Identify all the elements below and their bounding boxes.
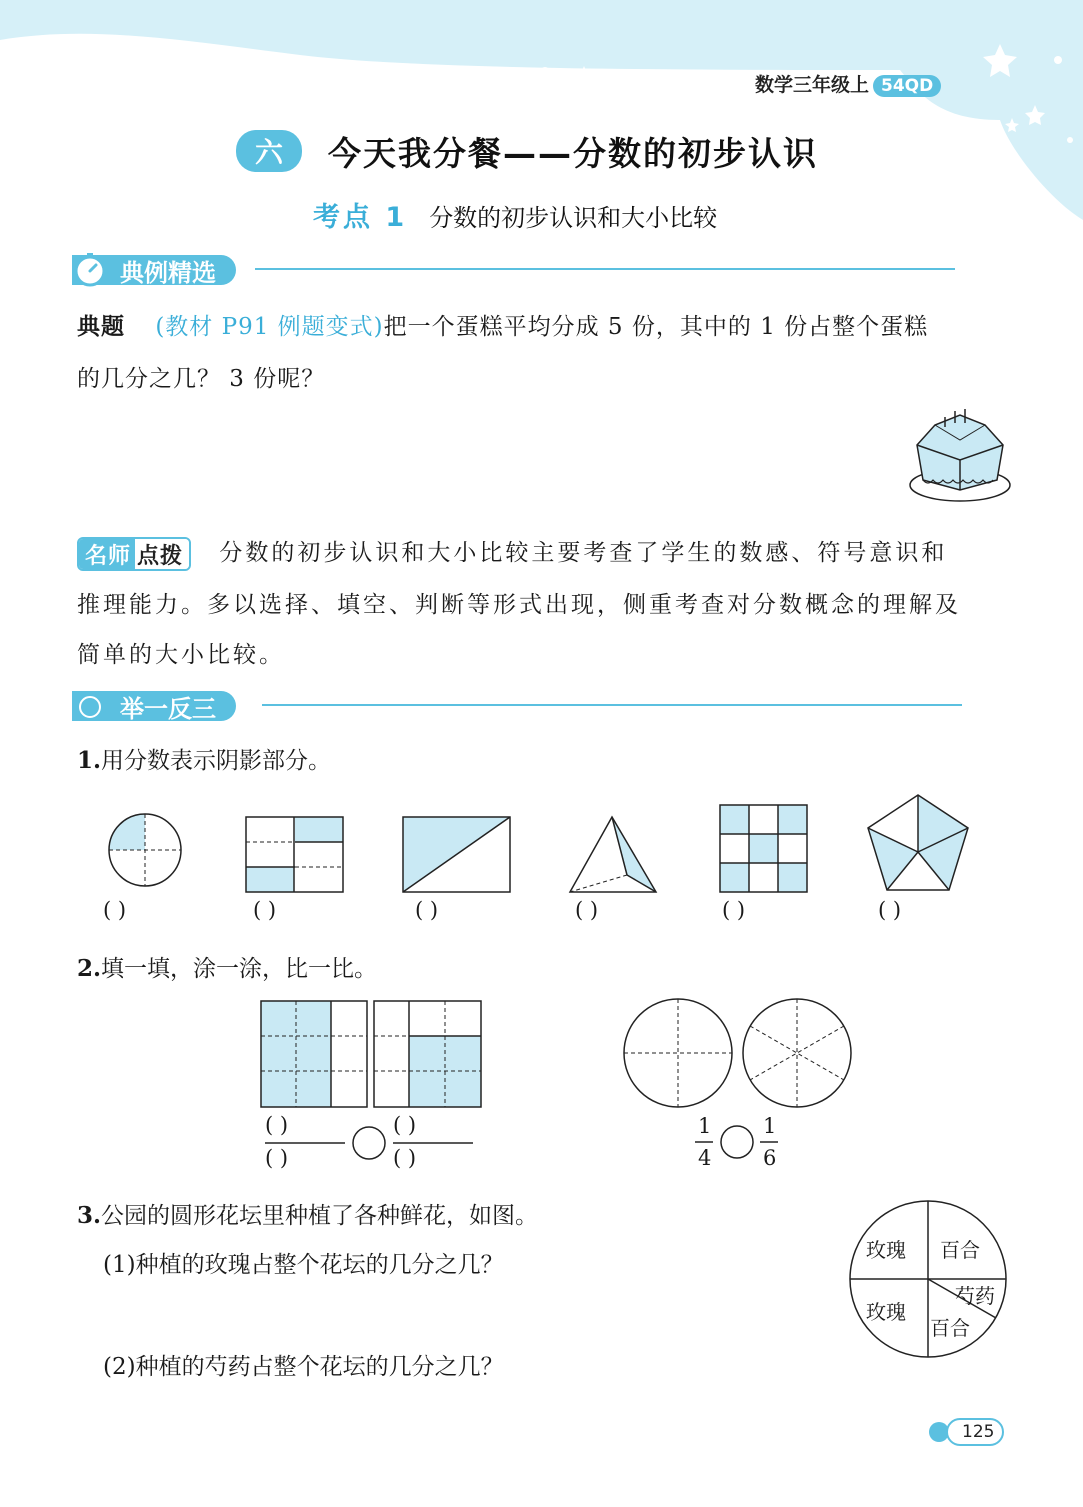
- question-3-sub-1: (1)种植的玫瑰占整个花坛的几分之几？: [103, 1252, 504, 1278]
- question-2-number: 2.: [77, 955, 102, 982]
- flower-label-lily-top: 百合: [940, 1238, 980, 1262]
- flower-label-rose-bottom: 玫瑰: [866, 1300, 906, 1324]
- question-2: [77, 950, 377, 983]
- page-number: 125: [962, 1422, 995, 1442]
- cake-illustration: [905, 405, 1015, 505]
- question-3: [77, 1197, 538, 1230]
- q2-compare-circle-right[interactable]: [721, 1126, 753, 1158]
- q1-answer-blank-1[interactable]: ( ): [103, 898, 127, 922]
- q2-grid-left: [261, 1001, 367, 1107]
- q1-shape-triangle: [570, 817, 656, 892]
- tip-text-line1: 分数的初步认识和大小比较主要考查了学生的数感、符号意识和: [219, 540, 948, 566]
- q1-shape-rect-grid: [246, 817, 343, 892]
- q2-left-denominator-blank[interactable]: ( ): [265, 1146, 289, 1170]
- tip-text-line3: 简单的大小比较。: [77, 642, 285, 668]
- tip-badge-part-a: 名师: [79, 539, 135, 569]
- q2-sixth-denominator: 6: [763, 1146, 777, 1170]
- question-1-text: 用分数表示阴影部分。: [101, 748, 332, 774]
- q2-left-numerator-blank[interactable]: ( ): [265, 1113, 289, 1137]
- planet-icon: [72, 689, 108, 725]
- example-text-line1: 把一个蛋糕平均分成 5 份，其中的 1 份占整个蛋糕: [383, 314, 929, 340]
- example-question-line1: [77, 308, 928, 341]
- example-section-title: 典例精选: [120, 258, 216, 287]
- q2-quarter-denominator: 4: [698, 1146, 712, 1170]
- q1-answer-blank-2[interactable]: ( ): [253, 898, 277, 922]
- flower-label-rose-top: 玫瑰: [866, 1238, 906, 1262]
- q2-right-denominator-blank[interactable]: ( ): [393, 1146, 417, 1170]
- q2-circle-sixths: [743, 999, 851, 1107]
- tip-line1: [77, 534, 947, 571]
- book-label: [755, 70, 941, 97]
- example-section-rule: [255, 268, 955, 270]
- q1-shape-checker: [720, 805, 807, 892]
- q2-quarter-numerator: 1: [698, 1114, 712, 1138]
- q1-shape-rect-diagonal: [403, 817, 510, 892]
- question-3-number: 3.: [77, 1202, 102, 1229]
- q1-shapes: [100, 790, 980, 900]
- chapter-title: 今天我分餐——分数的初步认识: [328, 133, 818, 173]
- q1-answer-blank-6[interactable]: ( ): [878, 898, 902, 922]
- flower-label-peony: 芍药: [955, 1284, 995, 1308]
- question-1: [77, 742, 331, 775]
- question-2-text: 填一填，涂一涂，比一比。: [101, 956, 378, 982]
- tip-badge-part-b: 点拨: [135, 539, 189, 569]
- question-3-sub-2: (2)种植的芍药占整个花坛的几分之几？: [103, 1354, 504, 1380]
- q1-shape-pentagon: [868, 795, 968, 890]
- chapter-heading: [236, 128, 818, 174]
- tip-text-line2: 推理能力。多以选择、填空、判断等形式出现，侧重考查对分数概念的理解及: [77, 592, 961, 618]
- example-source: (教材 P91 例题变式): [155, 314, 384, 340]
- example-label: 典题: [77, 314, 125, 340]
- q2-right-numerator-blank[interactable]: ( ): [393, 1113, 417, 1137]
- q2-sixth-numerator: 1: [763, 1114, 777, 1138]
- practice-section-rule: [262, 704, 962, 706]
- stopwatch-icon: [72, 253, 108, 289]
- q2-grid-right: [374, 1001, 481, 1107]
- q1-answer-blank-3[interactable]: ( ): [415, 898, 439, 922]
- topic-title: 分数的初步认识和大小比较: [429, 204, 718, 232]
- practice-section-header: [72, 690, 236, 722]
- example-section-header: [72, 254, 236, 286]
- question-3-text: 公园的圆形花坛里种植了各种鲜花，如图。: [101, 1203, 539, 1229]
- practice-section-title: 举一反三: [120, 694, 216, 723]
- q2-circle-quarters: [624, 999, 732, 1107]
- q1-shape-circle: [109, 814, 181, 886]
- book-code-badge: 54QD: [873, 75, 941, 97]
- book-label-text: 数学三年级上: [755, 74, 870, 96]
- topic-code: 考点 1: [313, 202, 408, 233]
- q1-answer-blank-5[interactable]: ( ): [722, 898, 746, 922]
- example-section-pill: [72, 255, 236, 285]
- topic-heading: [313, 195, 717, 234]
- q2-compare-circle-left[interactable]: [353, 1127, 385, 1159]
- flower-label-lily-bottom: 百合: [930, 1316, 970, 1340]
- q1-answer-blank-4[interactable]: ( ): [575, 898, 599, 922]
- chapter-badge: 六: [236, 130, 302, 172]
- practice-section-pill: [72, 691, 236, 721]
- question-1-number: 1.: [77, 747, 102, 774]
- tip-badge: [77, 537, 191, 571]
- example-question-line2: 的几分之几？ 3 份呢？: [77, 366, 326, 392]
